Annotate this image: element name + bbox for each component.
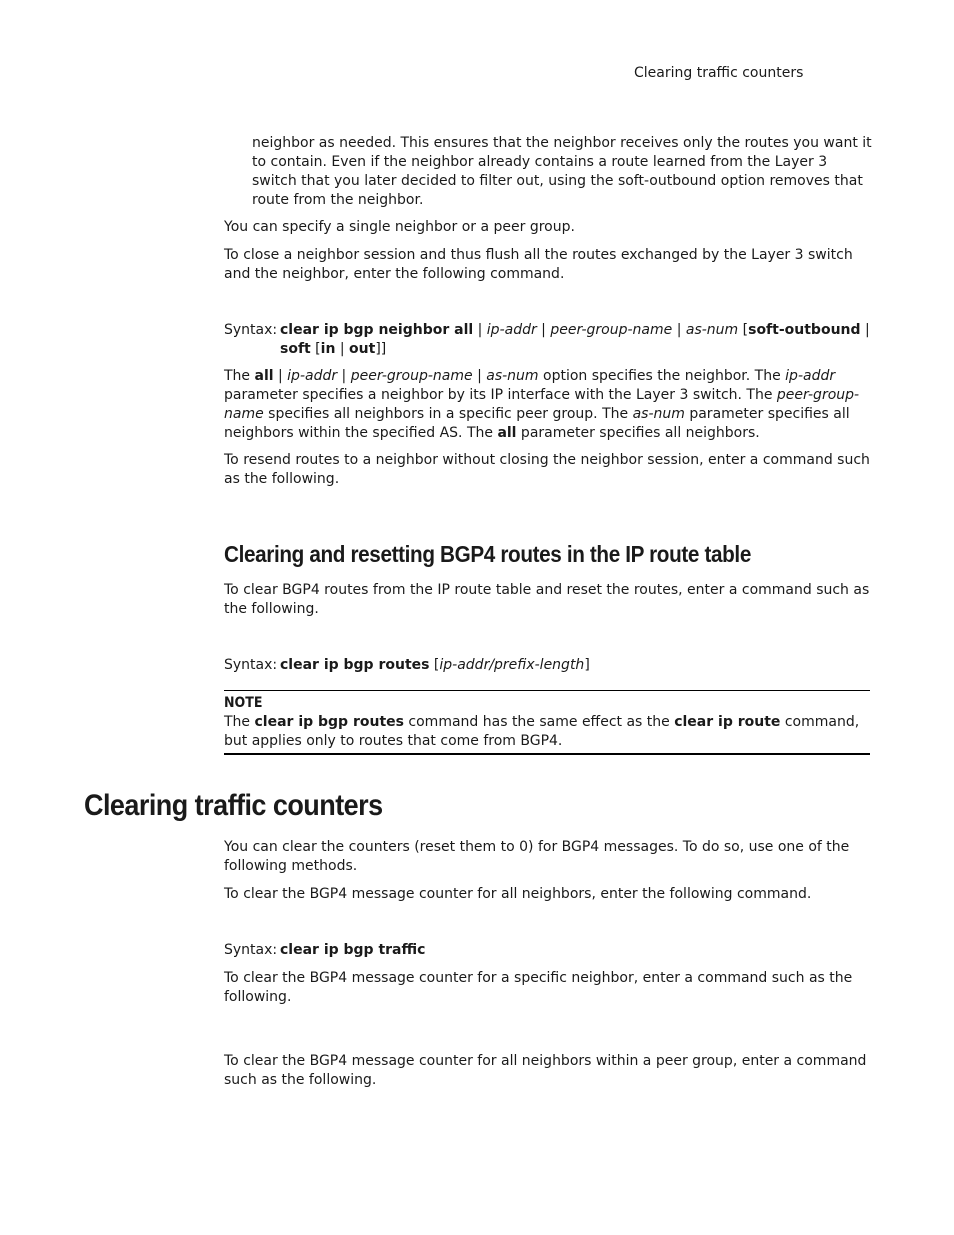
section-heading-clear-routes: Clearing and resetting BGP4 routes in the IP route table bbox=[224, 541, 751, 567]
paragraph-all-option: The all | ip-addr | peer-group-name | as-num option specifies the neighbor. The ip-addr parameter specifies a neighbor by its IP interface with the Layer 3 switch. The peer-group-name specifies all neighbors in a specific peer group. The as-num parameter specifies all neighbors within the specified AS. The all parameter specifies all neighbors. bbox=[224, 368, 860, 441]
syntax-label: Syntax: bbox=[224, 942, 278, 958]
syntax-body: clear ip bgp routes [ip-addr/prefix-length] bbox=[280, 657, 590, 673]
syntax-clear-routes bbox=[224, 656, 872, 675]
syntax-body: clear ip bgp traffic bbox=[280, 942, 426, 958]
paragraph-close-session: To close a neighbor session and thus flush all the routes exchanged by the Layer 3 switch and the neighbor, enter the following command. bbox=[224, 247, 853, 282]
syntax-clear-traffic bbox=[224, 941, 872, 960]
syntax-clear-neighbor bbox=[224, 321, 872, 359]
paragraph-counters: You can clear the counters (reset them to 0) for BGP4 messages. To do so, use one of the following methods. bbox=[224, 839, 850, 874]
paragraph-peer-group: To clear the BGP4 message counter for all neighbors within a peer group, enter a command such as the following. bbox=[224, 1053, 867, 1088]
paragraph-all-neighbors: To clear the BGP4 message counter for all neighbors, enter the following command. bbox=[224, 886, 812, 902]
syntax-label: Syntax: bbox=[224, 322, 278, 338]
note-label: NOTE bbox=[224, 695, 263, 711]
paragraph-single-neighbor: You can specify a single neighbor or a peer group. bbox=[224, 219, 575, 235]
running-head: Clearing traffic counters bbox=[634, 65, 804, 81]
syntax-label: Syntax: bbox=[224, 657, 278, 673]
paragraph-resend: To resend routes to a neighbor without closing the neighbor session, enter a command such as the following. bbox=[224, 452, 870, 487]
note-box bbox=[224, 690, 870, 755]
syntax-body: clear ip bgp neighbor all | ip-addr | peer-group-name | as-num [soft-outbound | soft [in | out]] bbox=[280, 322, 870, 357]
note-text: The clear ip bgp routes command has the same effect as the clear ip route command, but applies only to routes that come from BGP4. bbox=[224, 714, 860, 749]
paragraph-specific-neighbor: To clear the BGP4 message counter for a specific neighbor, enter a command such as the following. bbox=[224, 970, 853, 1005]
paragraph-continue: neighbor as needed. This ensures that the neighbor receives only the routes you want it to contain. Even if the neighbor already contains a route learned from the Layer 3 switch that you later decided to filter out, using the soft-outbound option removes that route from the neighbor. bbox=[252, 135, 872, 208]
section-heading-traffic-counters: Clearing traffic counters bbox=[84, 789, 383, 822]
paragraph-clear-routes: To clear BGP4 routes from the IP route table and reset the routes, enter a command such as the following. bbox=[224, 582, 870, 617]
